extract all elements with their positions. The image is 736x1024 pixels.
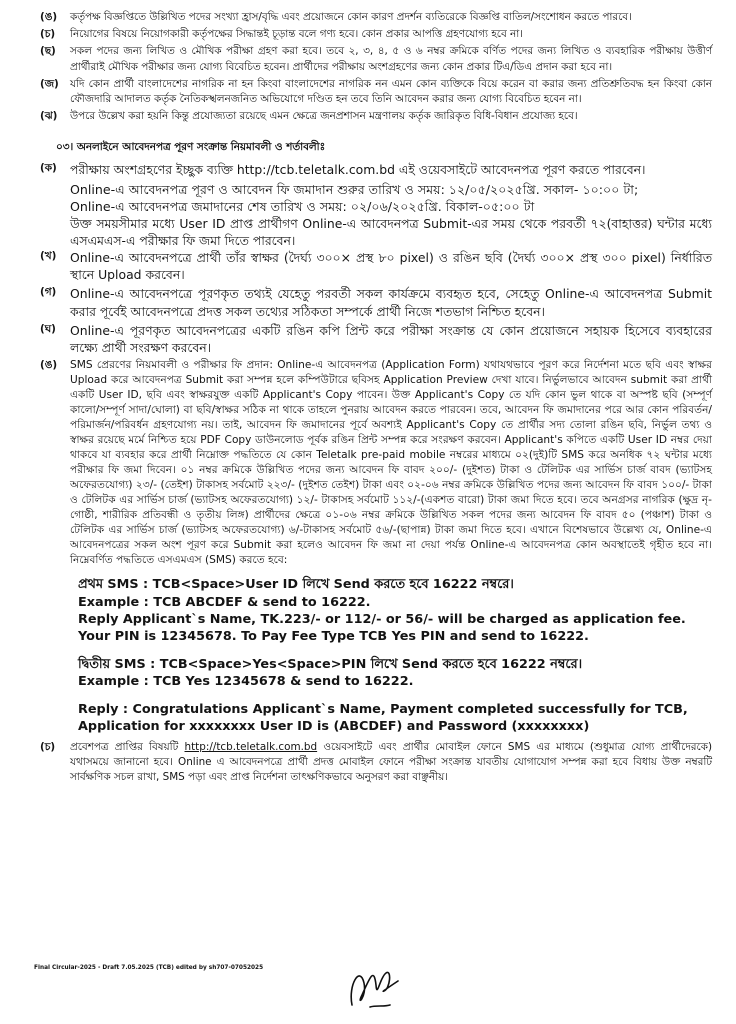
item-text (70, 740, 712, 786)
list-item-ga (40, 285, 712, 319)
sms-first-reply-pin: Your PIN is 12345678. To Pay Fee Type TCB Yes PIN and send to 16222. (78, 629, 589, 645)
item-label: (চ) (40, 28, 56, 41)
list-item-gha (40, 322, 712, 356)
item-text: Online-এ পূরণকৃত আবেদনপত্রের একটি রঙিন কপি প্রিন্ট করে পরীক্ষা সংক্রান্ত যে কোন প্রয়োজনে সহায়ক হিসেবে ব্যবহারের লক্ষ্যে প্রার্থী সংরক্ষণ করবেন। (70, 322, 712, 356)
list-item (40, 10, 712, 25)
list-item (40, 27, 712, 42)
sms-first-example: Example : TCB ABCDEF & send to 16222. (78, 594, 371, 610)
item-label: (ঙ) (40, 11, 58, 23)
item-text: নিয়োগের বিষয়ে নিয়োগকারী কর্তৃপক্ষের সিদ্ধান্তই চূড়ান্ত বলে গণ্য হবে। কোন প্রকার আপত্তি গ্রহণযোগ্য হবে না। (70, 28, 523, 41)
sms-first: প্রথম SMS : TCB<Space>User ID লিখে Send করতে হবে 16222 নম্বরে। (78, 577, 514, 593)
list-item-uma (40, 358, 712, 568)
item-label: (ক) (40, 162, 57, 175)
list-item (40, 109, 712, 124)
item-text: পরীক্ষায় অংশগ্রহণের ইচ্ছুক ব্যক্তি http://tcb.teletalk.com.bd এই ওয়েবসাইটে আবেদনপত্র পূরণ করতে পারবেন। (70, 162, 646, 178)
item-text: Online-এ আবেদনপত্রে প্রার্থী তাঁর স্বাক্ষর (দৈর্ঘ্য ৩০০× প্রস্থ ৮০ pixel) ও রঙিন ছবি (দৈর্ঘ্য ৩০০× প্রস্থ ৩০০ pixel) নির্ধারিত স্থানে Upload করবেন। (70, 250, 712, 283)
item-text: কর্তৃপক্ষ বিজ্ঞপ্তিতে উল্লিখিত পদের সংখ্যা হ্রাস/বৃদ্ধি এবং প্রয়োজনে কোন কারণ প্রদর্শন ব্যতিরেকে বিজ্ঞপ্তি বাতিল/সংশোধন করতে পারবে। (70, 11, 632, 23)
section-heading: ০৩। অনলাইনে আবেদনপত্র পূরণ সংক্রান্ত নিয়মাবলী ও শর্তাবলীঃ (56, 141, 326, 154)
admit-card-pre: প্রবেশপত্র প্রাপ্তির বিষয়টি (70, 740, 179, 753)
start-date-line: Online-এ আবেদনপত্র পূরণ ও আবেদন ফি জমাদান শুরুর তারিখ ও সময়: ১২/০৫/২০২৫খ্রি. সকাল- ১০:০০ টা; (70, 181, 639, 197)
sms-instructions (40, 576, 712, 735)
list-item (40, 44, 712, 74)
top-items (40, 10, 712, 124)
item-label: (ছ) (40, 45, 56, 58)
footer-draft-note: Final Circular-2025 - Draft 7.05.2025 (TCB) edited by sh707-07052025 (34, 965, 264, 971)
sms-first-reply: Reply Applicant`s Name, TK.223/- or 112/- or 56/- will be charged as application fee. (78, 612, 686, 628)
item-label: (ঝ) (40, 110, 58, 123)
item-label: (গ) (40, 286, 57, 299)
item-text: SMS প্রেরণের নিয়মাবলী ও পরীক্ষার ফি প্রদান: Online-এ আবেদনপত্র (Application Form) যথাযথভাবে পূরণ করে নির্দেশনা মতে ছবি এবং স্বাক্ষর Upload করে আবেদনপত্র Submit করা সম্পন্ন হলে কম্পিউটারে ছবিসহ Application Preview দেখা যাবে। নির্ভুলভাবে আবেদন submit করা প্রার্থী একটি User ID, ছবি এবং স্বাক্ষরযুক্ত একটি Applicant's Copy পাবেন। উক্ত Applicant's Copy তে যদি কোন ভুল থাকে বা অস্পষ্ট ছবি (সম্পূর্ণ কালো/সম্পূর্ণ সাদা/ঘোলা) বা ছবি/স্বাক্ষর সঠিক না থাকে তাহলে পুনরায় আবেদন করতে পারবেন। তবে, আবেদন ফি জমাদানের পরে আর কোন পরিবর্তন/পরিমার্জন/পরিবর্ধন গ্রহণযোগ্য নয়। তাই, আবেদন ফি জমাদানের পূর্বে অবশ্যই Applicant's Copy তে প্রার্থীর সদ্য তোলা রঙিন ছবি, নির্ভুল তথ্য ও স্বাক্ষর রয়েছে মর্মে নিশ্চিত হয়ে PDF Copy ডাউনলোড পূর্বক রঙিন প্রিন্ট সম্পন্ন করে সংরক্ষণ করবেন। Applicant's কপিতে একটি User ID নম্বর দেয়া থাকবে যা ব্যবহার করে প্রার্থী নিম্নোক্ত পদ্ধতিতে যে কোন Teletalk pre-paid mobile নম্বরের মাধ্যমে ০২(দুই)টি SMS করে অনধিক ৭২ ঘন্টার মধ্যে পরীক্ষার ফি জমা দিবেন। ০১ নম্বর ক্রমিকে উল্লিখিত পদের জন্য আবেদন ফি বাবদ ২০০/- (দুইশত) টাকা ও টেলিটক এর সার্ভিস চার্জ বাবদ (ভ্যাটসহ অফেরতযোগ্য) ২৩/- (তেইশ) টাকাসহ সর্বমোট ২২৩/- (দুইশত তেইশ) টাকা এবং ০২-০৬ নম্বর ক্রমিকে উল্লিখিত পদের জন্য আবেদন ফি বাবদ ১০০/- টাকা ও টেলিটক এর সার্ভিস চার্জ (ভ্যাটসহ অফেরতযোগ্য) ১২/- টাকাসহ সর্বমোট ১১২/-(একশত বারো) টাকা জমা দিতে হবে। তবে অনগ্রসর নাগরিক (ক্ষুদ্র নৃ-গোষ্ঠী, শারীরিক প্রতিবন্ধী ও তৃতীয় লিঙ্গ) প্রার্থীদের ক্ষেত্রে ০১-০৬ নম্বর ক্রমিকে উল্লিখিত সকল পদের জন্য আবেদন ফি বাবদ ৫০ (পঞ্চাশ) টাকা ও টেলিটক এর সার্ভিস চার্জ (ভ্যাটসহ অফেরতযোগ্য) ৬/-টাকাসহ সর্বমোট ৫৬/-(ছাপান্ন) টাকা জমা দিতে হবে। এখানে বিশেষভাবে উল্লেখ্য যে, Online-এ আবেদনপত্রের সকল অংশ পূরণ করে Submit করা হলেও আবেদন ফি জমা না দেয়া পর্যন্ত Online-এ আবেদনপত্র কোন অবস্থাতেই গৃহীত হবে না। নিম্নেবর্ণিত পদ্ধতিতে এসএমএস (SMS) করতে হবে: (70, 359, 713, 567)
item-label: (ঙ) (40, 359, 58, 372)
sms-second: দ্বিতীয় SMS : TCB<Space>Yes<Space>PIN লিখে Send করতে হবে 16222 নম্বরে। (78, 656, 583, 672)
application-dates (40, 181, 712, 249)
item-text: সকল পদের জন্য লিখিত ও মৌখিক পরীক্ষা গ্রহণ করা হবে। তবে ২, ৩, ৪, ৫ ও ৬ নম্বর ক্রমিকে বর্ণিত পদের জন্য লিখিত ও ব্যবহারিক পরীক্ষায় উত্তীর্ণ প্রার্থীরাই মৌখিক পরীক্ষার জন্য যোগ্য বিবেচিত হবেন। প্রার্থীদের পরীক্ষায় অংশগ্রহণের জন্য কোন প্রকার টিএ/ডিএ প্রদান করা হবে না। (70, 45, 712, 73)
signature-icon (340, 955, 410, 1015)
sms-second-reply: Reply : Congratulations Applicant`s Name, Payment completed successfully for TCB, (78, 701, 688, 717)
item-label: (খ) (40, 250, 57, 263)
item-text: উপরে উল্লেখ করা হয়নি কিন্তু প্রযোজ্যতা রয়েছে এমন ক্ষেত্রে জনপ্রশাসন মন্ত্রণালয় কর্তৃক জারিকৃত বিধি-বিধান প্রযোজ্য হবে। (70, 110, 578, 123)
teletalk-link[interactable]: http://tcb.teletalk.com.bd (184, 740, 318, 753)
item-label: (ঘ) (40, 322, 56, 335)
admit-card-post: ওয়েবসাইটে এবং প্রার্থীর মোবাইল ফোনে SMS এর মাধ্যমে (শুধুমাত্র যোগ্য প্রার্থীদেরকে) যথাসময়ে জানানো হবে। Online এ আবেদনপত্রে প্রার্থী প্রদত্ত মোবাইল ফোনে পরীক্ষা সংক্রান্ত যাবতীয় যোগাযোগ সম্পন্ন করা হবে বিধায় উক্ত নম্বরটি সার্বক্ষণিক সচল রাখা, SMS পড়া এবং প্রাপ্ত নির্দেশনা তাৎক্ষণিকভাবে অনুসরণ করা বাঞ্ছনীয়। (70, 740, 712, 783)
deadline-note: উক্ত সময়সীমার মধ্যে User ID প্রাপ্ত প্রার্থীগণ Online-এ আবেদনপত্র Submit-এর সময় থেকে পরবর্তী ৭২(বাহাত্তর) ঘন্টার মধ্যে এসএমএস-এ পরীক্ষার ফি জমা দিতে পারবেন। (70, 215, 712, 248)
sms-second-reply-credentials: Application for xxxxxxxx User ID is (ABCDEF) and Password (xxxxxxxx) (78, 719, 590, 735)
end-date-line: Online-এ আবেদনপত্র জমাদানের শেষ তারিখ ও সময়: ০২/০৬/২০২৫খ্রি. বিকাল-০৫:০০ টা (70, 198, 535, 214)
list-item-cha (40, 740, 712, 786)
sms-second-example: Example : TCB Yes 12345678 & send to 16222. (78, 674, 414, 690)
item-label: (চ) (40, 740, 56, 753)
list-item-ka (40, 161, 712, 178)
list-item (40, 77, 712, 107)
list-item-kha (40, 249, 712, 283)
item-label: (জ) (40, 77, 59, 90)
item-text: যদি কোন প্রার্থী বাংলাদেশের নাগরিক না হন কিংবা বাংলাদেশের নাগরিক নন এমন কোন ব্যক্তিকে বিয়ে করেন বা করার জন্য প্রতিশ্রুতিবদ্ধ হন কিংবা কোন ফৌজদারি আদালত কর্তৃক নৈতিকস্খলনজনিত অভিযোগে দণ্ডিত হন তবে তিনি আবেদন করার জন্য যোগ্য বিবেচিত হবেন না। (70, 77, 712, 106)
item-text: Online-এ আবেদনপত্রে পূরণকৃত তথ্যই যেহেতু পরবর্তী সকল কার্যক্রমে ব্যবহৃত হবে, সেহেতু Online-এ আবেদনপত্র Submit করার পূর্বেই আবেদনপত্রে প্রদত্ত সকল তথ্যের সঠিকতা সম্পর্কে প্রার্থী নিজে শতভাগ নিশ্চিত হবেন। (70, 286, 712, 319)
